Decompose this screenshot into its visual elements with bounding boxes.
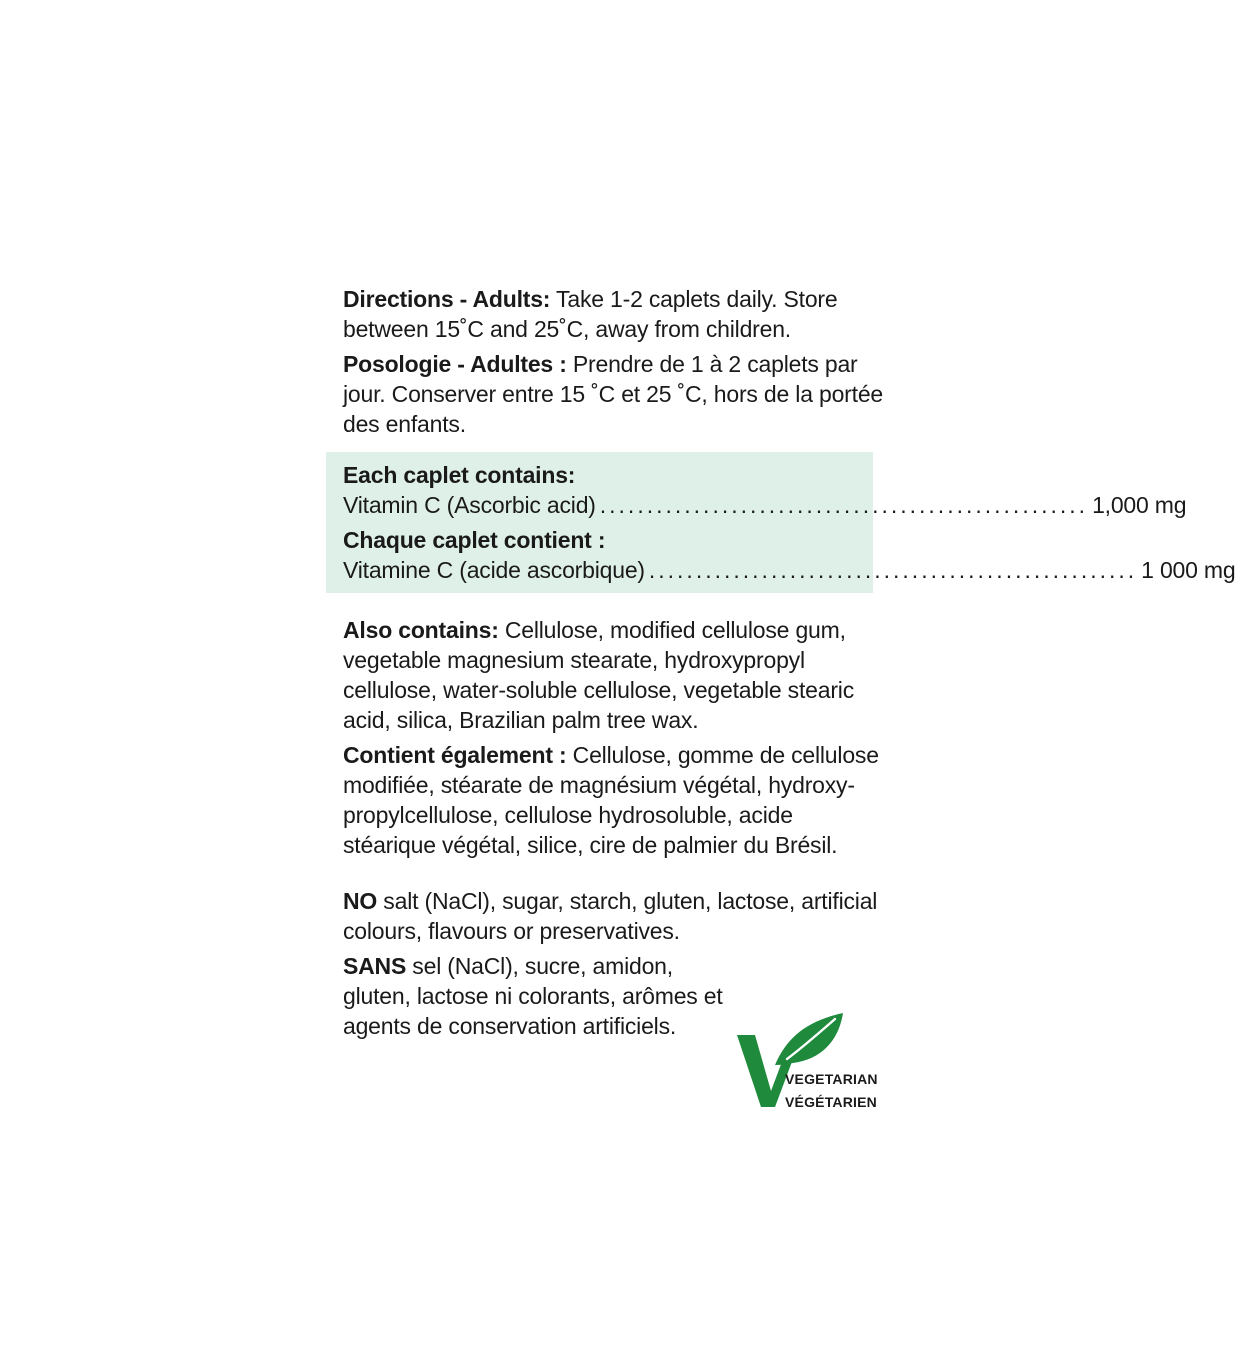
also-contains-en-text: Cellulose, modified cellulose gum, vegetable magnesium stearate, hydroxypropyl cellulose, water-soluble cellulose, vegetable stearic acid, silica, Brazilian palm tree wax. [343, 617, 855, 733]
free-from-en-text: salt (NaCl), sugar, starch, gluten, lactose, artificial colours, flavours or preservatives. [343, 888, 878, 944]
free-from-fr-text: sel (NaCl), sucre, amidon, gluten, lactose ni colorants, arômes et agents de conservation artificiels. [343, 953, 723, 1039]
free-from-fr [343, 951, 723, 1041]
ingredient-row-fr [343, 555, 1235, 585]
ingredient-name-en: Vitamin C (Ascorbic acid) [343, 492, 596, 518]
vegetarian-badge-text [785, 1068, 878, 1114]
free-from-en [343, 886, 891, 946]
ingredient-amount-fr: 1 000 mg [1141, 557, 1235, 583]
directions-fr-heading: Posologie - Adultes : [343, 351, 567, 377]
contents-en-heading: Each caplet contains: [343, 462, 576, 488]
directions-en-text: Take 1-2 caplets daily. Store between 15˚C and 25˚C, away from children. [343, 286, 838, 342]
vegetarian-label-fr: VÉGÉTARIEN [785, 1094, 877, 1110]
directions-en [343, 284, 891, 344]
ingredient-amount-en: 1,000 mg [1092, 492, 1187, 518]
also-contains-en [343, 615, 891, 735]
directions-fr-text: Prendre de 1 à 2 caplets par jour. Conserver entre 15 ˚C et 25 ˚C, hors de la portée des enfants. [343, 351, 884, 437]
ingredient-row-en [343, 490, 1187, 520]
also-contains-en-heading: Also contains: [343, 617, 499, 643]
dot-leader: .................................................... [599, 492, 1089, 518]
contents-panel [326, 452, 1235, 593]
ingredient-name-fr: Vitamine C (acide ascorbique) [343, 557, 645, 583]
dot-leader: .................................................... [648, 557, 1138, 583]
contents-fr-heading: Chaque caplet contient : [343, 527, 606, 553]
directions-en-heading: Directions - Adults: [343, 286, 551, 312]
vegetarian-label-en: VEGETARIAN [785, 1071, 878, 1087]
free-from-fr-heading: SANS [343, 953, 407, 979]
also-contains-fr-text: Cellulose, gomme de cellulose modifiée, stéarate de magnésium végétal, hydroxy-propylcellulose, cellulose hydrosoluble, acide stéarique végétal, silice, cire de palmier du Brésil. [343, 742, 879, 858]
also-contains-fr [343, 740, 891, 860]
directions-fr [343, 349, 891, 439]
free-from-en-heading: NO [343, 888, 378, 914]
supplement-label [343, 284, 1235, 1041]
also-contains-fr-heading: Contient également : [343, 742, 567, 768]
